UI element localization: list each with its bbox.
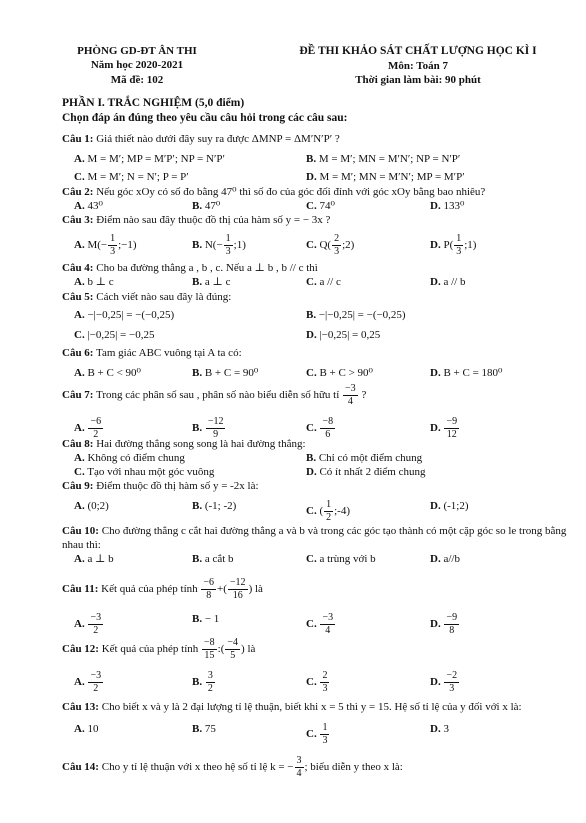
option-a[interactable]: A. Không có điểm chung [74, 451, 185, 464]
option-c[interactable]: C. M = M′; N = N′; P = P′ [74, 170, 189, 183]
option-b[interactable]: B. 47⁰ [192, 199, 221, 212]
option-a[interactable]: A. (0;2) [74, 499, 109, 512]
question-stem: Câu 2: Nếu góc xOy có số đo bằng 47⁰ thì số đo của góc đối đỉnh với góc xOy bằng bao nhiêu? [62, 186, 486, 198]
question-7 [62, 383, 576, 440]
question-2 [62, 186, 576, 214]
option-b[interactable]: B. Chỉ có một điểm chung [306, 451, 423, 464]
option-b[interactable]: B. a cắt b [192, 552, 234, 565]
option-c[interactable]: C. Tạo với nhau một góc vuông [74, 465, 215, 478]
option-c[interactable]: C. 74⁰ [306, 199, 335, 212]
option-a[interactable]: A. $\frac{-3}{2}$ [74, 670, 102, 694]
option-a[interactable]: A. 43⁰ [74, 199, 103, 212]
question-3 [62, 214, 576, 257]
option-a[interactable]: A. b ⊥ c [74, 275, 114, 288]
option-b[interactable]: B. (-1; -2) [192, 499, 237, 512]
question-10 [62, 525, 576, 567]
option-d[interactable]: D. (-1;2) [430, 499, 469, 512]
option-a[interactable]: A. M(− $\frac{1}{3}$ ;−1) [74, 232, 137, 257]
option-c[interactable]: C. Q( $\frac{2}{3}$ ;2) [306, 232, 355, 257]
part-instruction: Chọn đáp án đúng theo yêu cầu câu hỏi trong các câu sau: [62, 111, 348, 124]
question-stem: Câu 12: Kết quả của phép tính $\frac{-8}{15}$ :( $\frac{-4}{5}$ ) là [62, 637, 256, 661]
option-b[interactable]: B. N(− $\frac{1}{3}$ ;1) [192, 232, 246, 257]
option-d[interactable]: D. Có ít nhất 2 điểm chung [306, 465, 426, 478]
option-d[interactable]: D. B + C = 180⁰ [430, 366, 503, 379]
option-d[interactable]: D. M = M′; MN = M′N′; MP = M′P′ [306, 170, 465, 183]
exam-code: Mã đề: 102 [110, 73, 164, 86]
question-stem: Câu 14: Cho y tỉ lệ thuận với x theo hệ số tỉ lệ k = − $\frac{3}{4}$ ; biểu diễn y theo x là: [62, 755, 403, 779]
option-b[interactable]: B. M = M′; MN = M′N′; NP = N′P′ [306, 152, 461, 165]
option-c[interactable]: C. a trùng với b [306, 552, 376, 565]
department-name: PHÒNG GD-ĐT ÂN THI [77, 45, 197, 57]
question-stem: Câu 5: Cách viết nào sau đây là đúng: [62, 291, 232, 303]
option-a[interactable]: A. $\frac{-6}{2}$ [74, 416, 102, 440]
question-8 [62, 438, 576, 480]
option-b[interactable]: B. −|−0,25| = −(−0,25) [306, 308, 406, 321]
subject: Môn: Toán 7 [388, 59, 448, 72]
option-d[interactable]: D. $\frac{-9}{12}$ [430, 416, 458, 440]
question-stem: Câu 6: Tam giác ABC vuông tại A ta có: [62, 347, 242, 359]
question-6 [62, 347, 576, 381]
option-d[interactable]: D. |−0,25| = 0,25 [306, 328, 381, 341]
option-c[interactable]: C. $\frac{-3}{4}$ [306, 612, 334, 636]
option-d[interactable]: D. $\frac{-9}{8}$ [430, 612, 458, 636]
exam-title: ĐỀ THI KHẢO SÁT CHẤT LƯỢNG HỌC KÌ I [299, 45, 537, 57]
question-stem: Câu 1: Giả thiết nào dưới đây suy ra được ΔMNP = ΔM′N′P′ ? [62, 133, 340, 145]
option-b[interactable]: B. a ⊥ c [192, 275, 231, 288]
question-9 [62, 480, 576, 523]
question-12 [62, 637, 576, 694]
option-b[interactable]: B. 75 [192, 722, 216, 735]
option-c[interactable]: C. B + C > 90⁰ [306, 366, 373, 379]
option-b[interactable]: B. $\frac{-12}{9}$ [192, 416, 224, 440]
option-d[interactable]: D. 133⁰ [430, 199, 465, 212]
option-b[interactable]: B. − 1 [192, 613, 220, 625]
option-b[interactable]: B. B + C = 90⁰ [192, 366, 259, 379]
option-a[interactable]: A. 10 [74, 722, 99, 735]
question-4 [62, 262, 576, 290]
option-c[interactable]: C. ( $\frac{1}{2}$ ;-4) [306, 498, 351, 523]
header-left [62, 44, 212, 87]
question-stem: Câu 7: Trong các phân số sau , phân số nào biểu diễn số hữu tỉ $\frac{-3}{4}$ ? [62, 383, 367, 407]
question-stem: Câu 11: Kết quả của phép tính $\frac{-6}{8}$ +( $\frac{-12}{16}$ ) là [62, 577, 263, 601]
option-c[interactable]: C. $\frac{-8}{6}$ [306, 416, 334, 440]
school-year: Năm học 2020-2021 [90, 59, 184, 72]
question-stem: Câu 3: Điểm nào sau đây thuộc đồ thị của hàm số y = − 3x ? [62, 214, 331, 226]
question-14 [62, 756, 576, 779]
option-c[interactable]: C. |−0,25| = −0,25 [74, 328, 155, 341]
option-a[interactable]: A. B + C < 90⁰ [74, 366, 141, 379]
option-a[interactable]: A. $\frac{-3}{2}$ [74, 612, 102, 636]
question-5 [62, 291, 576, 343]
option-d[interactable]: D. $\frac{-2}{3}$ [430, 670, 458, 694]
option-d[interactable]: D. a//b [430, 552, 460, 565]
question-13 [62, 701, 576, 746]
question-stem: Câu 13: Cho biết x và y là 2 đại lượng tỉ lệ thuận, biết khi x = 5 thì y = 15. Hệ số tỉ lệ của y đối với x là: [62, 701, 522, 713]
option-c[interactable]: C. $\frac{1}{3}$ [306, 721, 328, 746]
question-1 [62, 133, 576, 185]
option-d[interactable]: D. P( $\frac{1}{3}$ ;1) [430, 232, 477, 257]
option-a[interactable]: A. −|−0,25| = −(−0,25) [74, 308, 175, 321]
option-d[interactable]: D. 3 [430, 722, 449, 735]
header-right [268, 44, 568, 88]
question-stem: Câu 10: Cho đường thẳng c cắt hai đường thẳng a và b và trong các góc tạo thành có một cặp góc so le trong bằng nhau thì: [62, 525, 567, 551]
option-c[interactable]: C. $\frac{2}{3}$ [306, 670, 328, 694]
question-stem: Câu 4: Cho ba đường thẳng a , b , c. Nếu a ⊥ b , b // c thì [62, 262, 318, 274]
option-d[interactable]: D. a // b [430, 275, 466, 288]
option-c[interactable]: C. a // c [306, 275, 341, 288]
question-stem: Câu 8: Hai đường thẳng song song là hai đường thẳng: [62, 438, 306, 450]
part-heading [62, 96, 347, 126]
question-stem: Câu 9: Điểm thuộc đồ thị hàm số y = -2x là: [62, 480, 259, 492]
question-11 [62, 577, 576, 636]
option-b[interactable]: B. $\frac{3}{2}$ [192, 670, 213, 694]
part-title: PHẦN I. TRẮC NGHIỆM (5,0 điểm) [62, 97, 245, 109]
duration: Thời gian làm bài: 90 phút [355, 74, 481, 87]
option-a[interactable]: A. M = M′; MP = M′P′; NP = N′P′ [74, 152, 225, 165]
option-a[interactable]: A. a ⊥ b [74, 552, 114, 565]
